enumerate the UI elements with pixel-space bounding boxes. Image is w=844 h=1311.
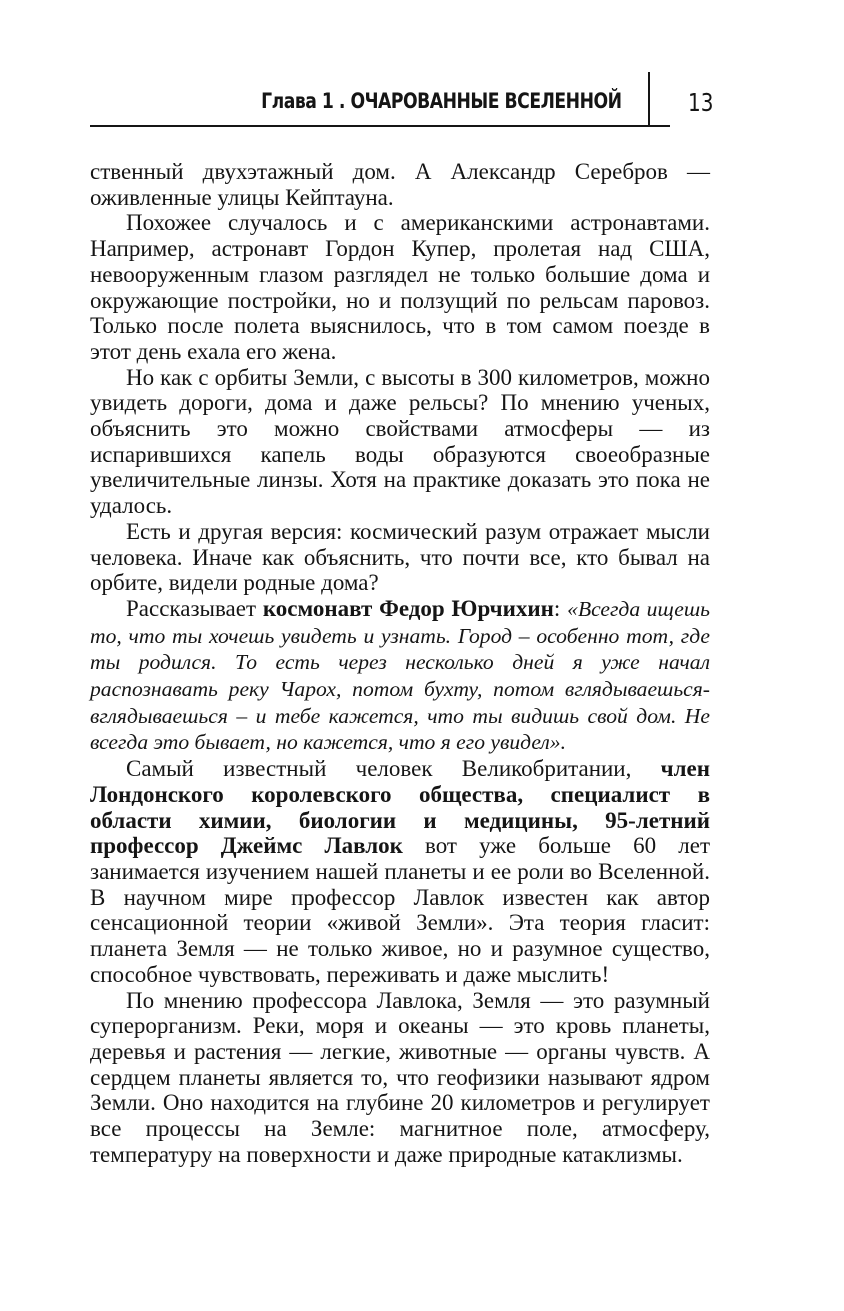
body-text bbox=[90, 159, 710, 1167]
header-divider-horizontal bbox=[90, 125, 670, 127]
quote-lead: Рассказывает bbox=[126, 595, 263, 621]
page-number: 13 bbox=[688, 88, 714, 117]
header-divider-vertical bbox=[648, 72, 650, 127]
quote-speaker: космонавт Федор Юрчихин bbox=[262, 595, 554, 621]
quote-text: «Всегда ищешь то, что ты хочешь увидеть и узнать. Город – особенно тот, где ты родился. То есть через несколько дней я уже начал распознавать реку Чарох, потом бухту, потом вглядываешься-вглядываешься – и тебе кажется, что ты видишь свой дом. Не всегда это бывает, но кажется, что я его увидел». bbox=[90, 596, 710, 755]
paragraph: По мнению профессора Лавлока, Земля — это разумный суперорганизм. Реки, моря и океаны — это кровь планеты, деревья и растения — легкие, животные — органы чувств. А сердцем планеты является то, что геофизики называют ядром Земли. Оно находится на глубине 20 километров и регулирует все процессы на Земле: магнитное поле, атмосферу, температуру на поверхности и даже природные катаклизмы. bbox=[90, 987, 710, 1167]
paragraph-rest: вот уже больше 60 лет занимается изучением нашей планеты и ее роли во Вселенной. В научном мире профессор Лавлок известен как автор сенсационной теории «живой Земли». Эта теория гласит: планета Земля — не только живое, но и разумное существо, способное чувствовать, переживать и даже мыслить! bbox=[90, 833, 710, 987]
paragraph: Есть и другая версия: космический разум отражает мысли человека. Иначе как объяснить, что почти все, кто бывал на орбите, видели родные дома? bbox=[90, 518, 710, 596]
running-header bbox=[90, 72, 740, 128]
paragraph: ственный двухэтажный дом. А Александр Серебров — оживленные улицы Кейптауна. bbox=[90, 159, 710, 210]
chapter-title: Глава 1 . ОЧАРОВАННЫЕ ВСЕЛЕННОЙ bbox=[261, 89, 622, 113]
paragraph: Но как с орбиты Земли, с высоты в 300 километров, можно увидеть дороги, дома и даже рельсы? По мнению ученых, объяснить это можно свойствами атмосферы — из испарившихся капель воды образуются своеобразные увеличительные линзы. Хотя на практике доказать это пока не удалось. bbox=[90, 364, 710, 519]
lovelock-credentials: член Лондонского королевского общества, специалист в области химии, биологии и медицины, 95-летний профессор Джеймс Лавлок bbox=[90, 756, 710, 859]
paragraph bbox=[90, 756, 710, 987]
paragraph-lead: Самый известный человек Великобритании, bbox=[126, 756, 661, 782]
paragraph: Похожее случалось и с американскими астронавтами. Например, астронавт Гордон Купер, пролетая над США, невооруженным глазом разглядел не только большие дома и окружающие постройки, но и ползущий по рельсам паровоз. Только после полета выяснилось, что в том самом поезде в этот день ехала его жена. bbox=[90, 210, 710, 364]
quote-colon: : bbox=[553, 595, 568, 621]
paragraph-quote bbox=[90, 596, 710, 756]
